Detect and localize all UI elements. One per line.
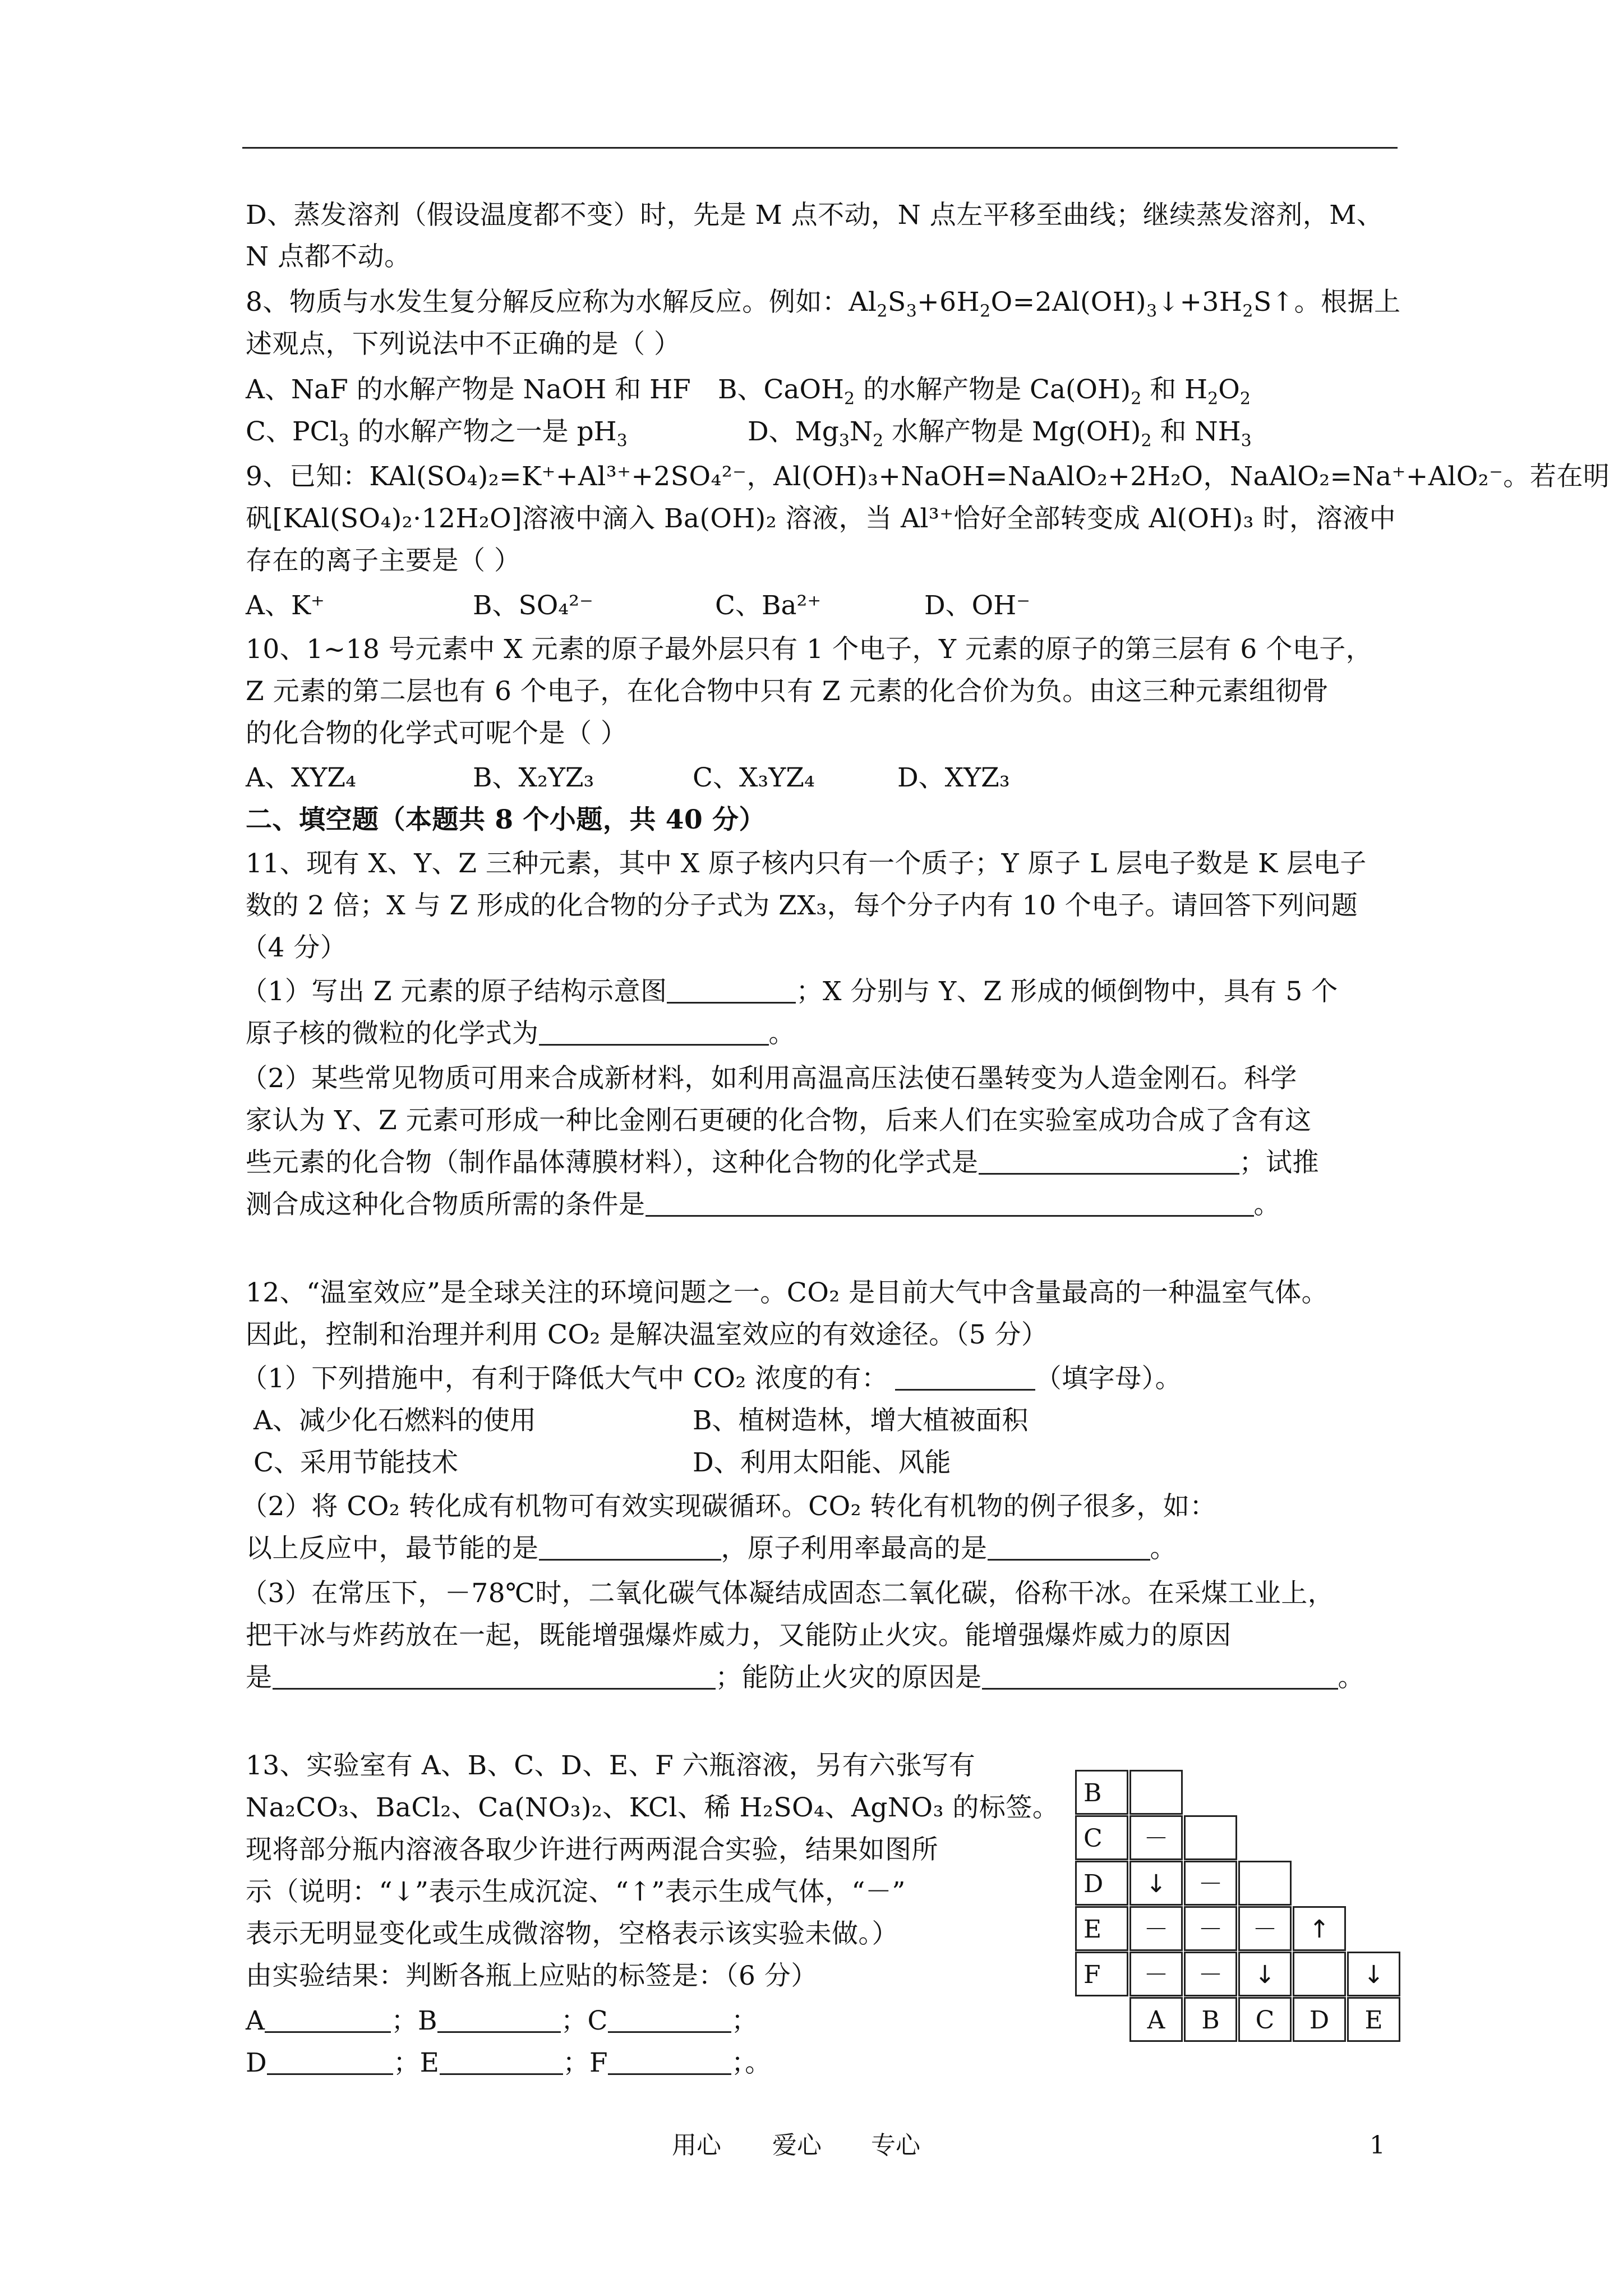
section-heading-fill-in: 二、填空题（本题共 8 个小题，共 40 分）: [246, 804, 766, 835]
footer-motto-3: 专心: [871, 2131, 920, 2160]
q11-score: （4 分）: [241, 932, 347, 963]
q12-part2-line1: （2）将 CO₂ 转化成有机物可有效实现碳循环。CO₂ 转化有机物的例子很多，如：: [241, 1491, 1216, 1522]
q8-option-c: C、PCl$_3$ 的水解产物之一是 $pH_3$: [246, 416, 628, 451]
q11-stem-line1: 11、现有 X、Y、Z 三种元素，其中 X 原子核内只有一个质子；Y 原子 L 层电子数是 K 层电子: [246, 848, 1367, 879]
q12-part3-line2: 把干冰与炸药放在一起，既能增强爆炸威力，又能防止火灾。能增强爆炸威力的原因: [246, 1620, 1232, 1651]
q13-stem-line6: 由实验结果：判断各瓶上应贴的标签是：（6 分）: [246, 1961, 818, 1991]
q11-part2-line1: （2）某些常见物质可用来合成新材料，如利用高温高压法使石墨转变为人造金刚石。科学: [241, 1063, 1297, 1094]
footer-motto-2: 爱心: [772, 2131, 822, 2160]
q10-stem-line1: 10、1~18 号元素中 X 元素的原子最外层只有 1 个电子，Y 元素的原子的第三层有 6 个电子，: [246, 634, 1373, 665]
q12-option-b: B、植树造林，增大植被面积: [693, 1405, 1029, 1436]
table-row-label: F: [1075, 1952, 1128, 1996]
table-row-label: C: [1075, 1815, 1128, 1860]
q10-option-b: B、X₂YZ₃: [473, 762, 594, 793]
page-number: 1: [1370, 2131, 1385, 2160]
table-column-label: B: [1184, 1997, 1237, 2042]
q12-option-a: A、减少化石燃料的使用: [253, 1405, 536, 1436]
q11-part2-line3: 些元素的化合物（制作晶体薄膜材料），这种化合物的化学式是 ；试推: [246, 1147, 1319, 1178]
table-row-label: B: [1075, 1770, 1128, 1815]
table-cell: －: [1184, 1861, 1237, 1906]
q12-stem-line1: 12、“温室效应”是全球关注的环境问题之一。CO₂ 是目前大气中含量最高的一种温室气体。: [246, 1277, 1329, 1308]
table-column-label: C: [1238, 1997, 1292, 2042]
q13-blank-f[interactable]: [608, 2047, 731, 2075]
table-cell: －: [1129, 1952, 1183, 1996]
table-column-label: A: [1129, 1997, 1183, 2042]
q8-option-b: B、CaOH$_2$ 的水解产物是 $Ca(OH)_2$ 和 $H_2O_2$: [718, 374, 1251, 409]
q13-stem-line2: Na₂CO₃、BaCl₂、Ca(NO₃)₂、KCl、稀 H₂SO₄、AgNO₃ 的标签。: [246, 1792, 1059, 1823]
q13-stem-line1: 13、实验室有 A、B、C、D、E、F 六瓶溶液，另有六张写有: [246, 1750, 976, 1781]
q10-option-a: A、XYZ₄: [246, 762, 356, 793]
q9-option-d: D、OH⁻: [924, 590, 1031, 621]
q13-blank-c[interactable]: [608, 2005, 731, 2033]
table-cell: [1238, 1861, 1292, 1906]
q10-stem-line3: 的化合物的化学式可呢个是（ ）: [246, 718, 628, 749]
q13-blank-d[interactable]: [267, 2047, 393, 2075]
q13-stem-line4: 示（说明：“↓”表示生成沉淀、“↑”表示生成气体，“－”: [246, 1876, 906, 1907]
q10-option-c: C、X₃YZ₄: [693, 762, 815, 793]
table-cell: －: [1129, 1815, 1183, 1860]
q12-stem-line2: 因此，控制和治理并利用 CO₂ 是解决温室效应的有效途径。（5 分）: [246, 1319, 1048, 1350]
q13-blank-b[interactable]: [437, 2005, 561, 2033]
q12-option-c: C、采用节能技术: [253, 1447, 458, 1478]
q12-option-d: D、利用太阳能、风能: [693, 1447, 951, 1478]
q12-blank-fire[interactable]: [982, 1662, 1338, 1690]
q7-option-d-line1: D、蒸发溶剂（假设温度都不变）时，先是 M 点不动，N 点左平移至曲线；继续蒸发溶剂，M、: [246, 200, 1384, 231]
table-cell: －: [1184, 1906, 1237, 1951]
table-cell: ↓: [1347, 1952, 1400, 1996]
q11-blank-structure[interactable]: [667, 976, 796, 1004]
q12-part2-line2: 以上反应中，最节能的是 ，原子利用率最高的是 。: [246, 1533, 1177, 1564]
q13-answers-row1: A ；B ；C ；: [246, 2005, 758, 2036]
q9-stem-line1: 9、已知：KAl(SO₄)₂=K⁺+Al³⁺+2SO₄²⁻，Al(OH)₃+NaOH=NaAlO₂+2H₂O，NaAlO₂=Na⁺+AlO₂⁻。若在明: [246, 461, 1610, 492]
table-cell: ↓: [1129, 1861, 1183, 1906]
q10-option-d: D、XYZ₃: [897, 762, 1010, 793]
q8-option-d: D、$Mg_3N_2$ 水解产物是 $Mg(OH)_2$ 和 $NH_3$: [748, 416, 1252, 451]
table-cell: [1184, 1815, 1237, 1860]
table-cell: [1293, 1952, 1346, 1996]
reaction-table: [1077, 1772, 1394, 2044]
q11-stem-line2: 数的 2 倍；X 与 Z 形成的化合物的分子式为 ZX₃，每个分子内有 10 个电子。请回答下列问题: [246, 890, 1358, 921]
table-row-label: E: [1075, 1906, 1128, 1951]
q13-stem-line3: 现将部分瓶内溶液各取少许进行两两混合实验，结果如图所: [246, 1834, 938, 1865]
q9-option-a: A、K⁺: [246, 590, 325, 621]
table-cell: －: [1238, 1906, 1292, 1951]
q13-blank-a[interactable]: [265, 2005, 391, 2033]
header-rule: [242, 147, 1398, 149]
q11-part1-line2: 原子核的微粒的化学式为 。: [246, 1018, 795, 1049]
q7-option-d-line2: N 点都不动。: [246, 241, 411, 272]
q11-blank-compound[interactable]: [979, 1147, 1239, 1175]
q11-part2-line4: 测合成这种化合物质所需的条件是 。: [246, 1189, 1280, 1220]
q12-blank-explosion[interactable]: [273, 1662, 716, 1690]
q12-part1: （1）下列措施中，有利于降低大气中 CO₂ 浓度的有： （填字母）。: [241, 1363, 1182, 1394]
q12-part3-line3: 是 ；能防止火灾的原因是 。: [246, 1662, 1364, 1693]
q9-stem-line2: 矾[KAl(SO₄)₂·12H₂O]溶液中滴入 Ba(OH)₂ 溶液，当 Al³⁺恰好全部转变成 Al(OH)₃ 时，溶液中: [246, 503, 1396, 534]
q8-stem-line2: 述观点，下列说法中不正确的是（ ）: [246, 329, 681, 360]
footer-motto-1: 用心: [672, 2131, 721, 2160]
q13-blank-e[interactable]: [440, 2047, 563, 2075]
table-cell: ↑: [1293, 1906, 1346, 1951]
q11-blank-conditions[interactable]: [645, 1189, 1254, 1217]
q13-stem-line5: 表示无明显变化或生成微溶物，空格表示该实验未做。）: [246, 1918, 898, 1949]
table-cell: －: [1129, 1906, 1183, 1951]
q8-option-a: A、NaF 的水解产物是 NaOH 和 HF: [246, 374, 691, 405]
q9-option-c: C、Ba²⁺: [715, 590, 822, 621]
table-cell: [1129, 1770, 1183, 1815]
q9-option-b: B、SO₄²⁻: [473, 590, 593, 621]
table-cell: ↓: [1238, 1952, 1292, 1996]
table-cell: －: [1184, 1952, 1237, 1996]
q11-blank-formula[interactable]: [539, 1018, 769, 1046]
q12-part3-line1: （3）在常压下，－78℃时，二氧化碳气体凝结成固态二氧化碳，俗称干冰。在采煤工业上，: [241, 1578, 1335, 1609]
q13-answers-row2: D ；E ；F ；。: [246, 2047, 772, 2078]
q12-blank-atom-use[interactable]: [988, 1533, 1150, 1561]
q9-stem-line3: 存在的离子主要是（ ）: [246, 545, 521, 576]
table-column-label: D: [1293, 1997, 1346, 2042]
q11-part2-line2: 家认为 Y、Z 元素可形成一种比金刚石更硬的化合物，后来人们在实验室成功合成了含有这: [246, 1105, 1312, 1136]
q10-stem-line2: Z 元素的第二层也有 6 个电子，在化合物中只有 Z 元素的化合价为负。由这三种元素组彻骨: [246, 676, 1329, 707]
q12-blank-measures[interactable]: [895, 1363, 1035, 1391]
q12-blank-energy[interactable]: [539, 1533, 721, 1561]
q8-stem-line1: 8、物质与水发生复分解反应称为水解反应。例如：$Al_2S_3+6H_2O=2Al(OH)_3↓+3H_2S↑$。根据上: [246, 287, 1401, 321]
table-row-label: D: [1075, 1861, 1128, 1906]
table-column-label: E: [1347, 1997, 1400, 2042]
q11-part1-line1: （1）写出 Z 元素的原子结构示意图 ；X 分别与 Y、Z 形成的倾倒物中，具有 5 个: [241, 976, 1338, 1007]
